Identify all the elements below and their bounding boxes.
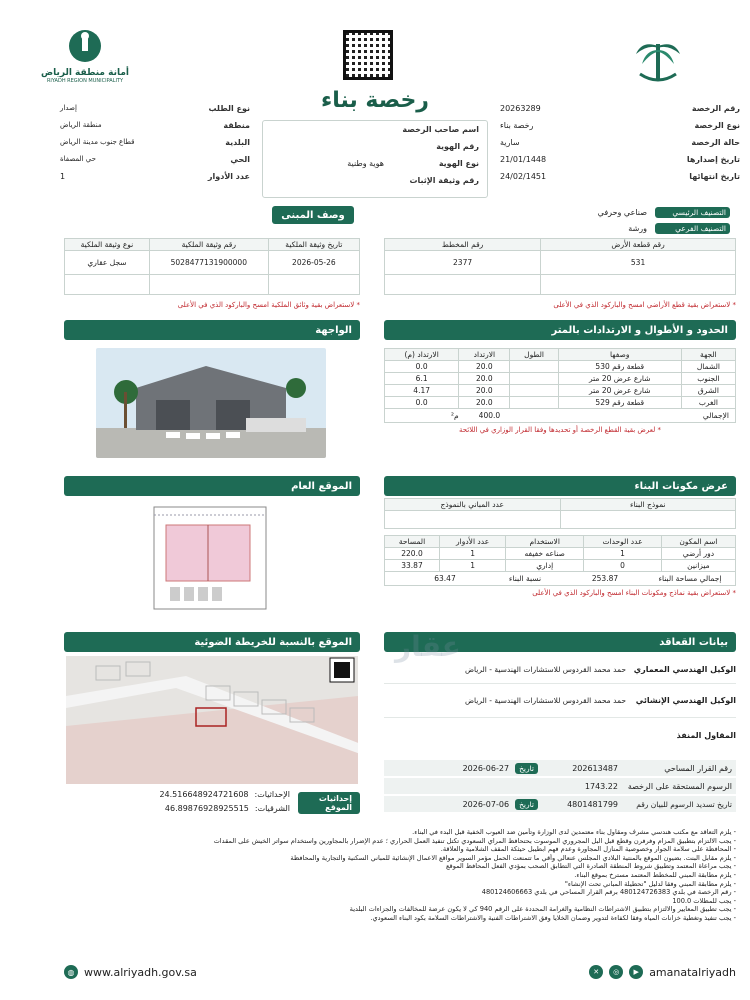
floors-label: عدد الأدوار xyxy=(207,172,250,181)
municipality-row xyxy=(60,138,250,155)
owner-name-row xyxy=(271,125,479,142)
instagram-icon[interactable]: ◎ xyxy=(609,965,623,979)
component-usage: إداري xyxy=(506,560,584,572)
note-item: - يجب للمظلات 100.0 xyxy=(672,896,736,905)
facade-image xyxy=(96,348,326,458)
region-label: منطقة xyxy=(223,121,250,130)
boundary-setback_m: 0.0 xyxy=(385,397,459,409)
boundaries-col-header: وصفها xyxy=(558,349,681,361)
municipality: قطاع جنوب مدينة الرياض xyxy=(60,138,135,146)
component-usage: صناعه خفيفه xyxy=(506,548,584,560)
component-row xyxy=(385,548,736,560)
lon-row xyxy=(165,804,290,813)
municipality-name-en: RIYADH REGION MUNICIPALITY xyxy=(46,78,124,84)
survey-no: 202613487 xyxy=(572,763,618,773)
site-plan-drawing xyxy=(150,503,270,613)
component-name: ميزانين xyxy=(661,560,735,572)
boundary-setback: 20.0 xyxy=(459,397,510,409)
paid-fees-row xyxy=(384,796,736,812)
exec-label: المقاول المنفذ xyxy=(676,730,736,740)
component-col-header: اسم المكون xyxy=(661,536,735,548)
components-table xyxy=(384,498,736,597)
municipality-name-ar: أمانة منطقة الرياض xyxy=(40,68,130,78)
license-status: سارية xyxy=(500,138,520,147)
coordinates-block xyxy=(64,788,360,818)
sub-class-row xyxy=(500,221,730,235)
arch-label: الوكيل الهندسي المعماري xyxy=(633,665,736,674)
component-name: دور أرضي xyxy=(661,548,735,560)
survey-row xyxy=(384,760,736,776)
struct-value: حمد محمد القردوس للاستشارات الهندسية - الرياض xyxy=(464,696,626,705)
sub-class-label: التصنيف الفرعي xyxy=(655,223,730,234)
boundary-desc: شارع عرض 20 متر xyxy=(558,373,681,385)
license-expiry-row xyxy=(500,172,740,189)
deed-date: 2026-05-26 xyxy=(268,251,359,275)
boundary-row xyxy=(385,397,736,409)
owner-id-type: هوية وطنية xyxy=(347,159,384,168)
building-desc-header: وصف المبنى xyxy=(272,206,354,224)
request-type: إصدار xyxy=(60,104,77,112)
terms-notes xyxy=(64,828,736,930)
owner-id-row xyxy=(271,142,479,159)
deed-table xyxy=(64,238,360,309)
lat-row xyxy=(159,790,290,799)
deed-no: 5028477131900000 xyxy=(149,251,268,275)
boundaries-note: * لعرض بقية القطع الرخصة أو تحديدها وفقا القرار الوزاري في اللائحة xyxy=(459,426,661,434)
boundaries-unit: م² xyxy=(451,411,459,420)
boundaries-total-label: الإجمالي xyxy=(702,411,729,420)
boundary-setback_m: 0.0 xyxy=(385,361,459,373)
boundary-length xyxy=(510,397,558,409)
survey-date: 2026-06-27 xyxy=(462,763,510,773)
paid-no: 4801481799 xyxy=(567,799,618,809)
boundary-side: الشرق xyxy=(681,385,735,397)
boundary-desc: قطعة رقم 529 xyxy=(558,397,681,409)
plot-table xyxy=(384,238,736,309)
survey-date-label: تاريخ xyxy=(515,763,538,774)
watermark: عقار xyxy=(395,630,461,663)
boundary-setback_m: 4.17 xyxy=(385,385,459,397)
boundaries-col-header: الارتداد (م) xyxy=(385,349,459,361)
component-units: 0 xyxy=(584,560,662,572)
footer-website[interactable] xyxy=(64,965,197,979)
boundaries-table xyxy=(384,348,736,434)
license-issue-label: تاريخ إصدارها xyxy=(686,155,740,164)
license-issue-row xyxy=(500,155,740,172)
floors-row xyxy=(60,172,250,189)
survey-label: رقم القرار المساحي xyxy=(664,763,732,773)
coordinates-header: إحداثيات الموقع xyxy=(298,792,360,814)
boundary-length xyxy=(510,385,558,397)
ratio-label: نسبة البناء xyxy=(508,574,542,583)
owner-info xyxy=(262,120,488,198)
map-header: الموقع بالنسبة للخريطة الضوئية xyxy=(64,632,360,652)
ministry-palm-logo xyxy=(628,30,688,90)
satellite-map-icon xyxy=(66,656,358,784)
plot-no-header: رقم قطعة الأرض xyxy=(541,239,736,251)
municipality-logo xyxy=(40,26,130,86)
model-header: نموذج البناء xyxy=(560,499,736,511)
license-number-row xyxy=(500,104,740,121)
footer xyxy=(64,960,736,984)
note-item: - يجب مراعاة المعتمد وتطبيق شروط المنطقة الصادرة التي التطابق الصحب بمؤدي الفعل المحافظ الموقع xyxy=(446,862,736,871)
boundary-desc: شارع عرض 20 متر xyxy=(558,385,681,397)
boundary-row xyxy=(385,361,736,373)
boundary-setback_m: 6.1 xyxy=(385,373,459,385)
page-title: رخصة بناء xyxy=(321,88,429,113)
component-col-header: المساحة xyxy=(385,536,440,548)
deed-type-header: نوع وثيقة الملكية xyxy=(65,239,150,251)
license-number: 20263289 xyxy=(500,104,541,113)
component-area: 220.0 xyxy=(385,548,440,560)
paid-fees-label: تاريخ تسديد الرسوم للبيان رقم xyxy=(636,799,732,809)
owner-doc-row xyxy=(271,176,479,193)
note-item: - المحافظة على سلامة الجوار وخصوصية المنازل المجاورة وعدم فهم ابطيبل حيثكة المقف الشلامية والعلاقة. xyxy=(440,845,736,854)
note-item: - يجب تنفيذ وتغطية خزانات المياه وفقا لكفاءة لتدوير وضمان الخلايا وفق الاشتراطات الفنية والاشتراطات السلامة بكود البناء السعودي. xyxy=(370,913,736,922)
building-ratio: 63.47 xyxy=(434,574,456,583)
x-icon[interactable]: ✕ xyxy=(589,965,603,979)
municipality-emblem-icon xyxy=(65,26,105,66)
main-class: صناعي وحرفي xyxy=(597,207,647,217)
boundary-desc: قطعة رقم 530 xyxy=(558,361,681,373)
boundaries-col-header: الارتداد xyxy=(459,349,510,361)
longitude: 46.89876928925515 xyxy=(164,804,249,813)
boundary-length xyxy=(510,361,558,373)
warehouse-illustration-icon xyxy=(96,348,326,458)
license-type: رخصة بناء xyxy=(500,121,534,130)
license-info xyxy=(500,104,740,196)
license-status-label: حالة الرخصة xyxy=(691,138,740,147)
license-expiry-date: 24/02/1451 xyxy=(500,172,547,181)
boundaries-header: الحدود و الأطوال و الارتدادات بالمتر xyxy=(384,320,736,340)
license-issue-date: 21/01/1448 xyxy=(500,155,547,164)
owner-id-type-label: نوع الهوية xyxy=(438,159,479,168)
paid-date: 2026-07-06 xyxy=(462,799,510,809)
component-units: 1 xyxy=(584,548,662,560)
boundary-side: الغرب xyxy=(681,397,735,409)
owner-name-label: اسم صاحب الرخصة xyxy=(402,125,479,134)
deed-no-header: رقم وثيقة الملكية xyxy=(149,239,268,251)
lon-label: الشرقيات: xyxy=(254,804,290,813)
boundary-length xyxy=(510,373,558,385)
boundary-setback: 20.0 xyxy=(459,373,510,385)
sub-class: ورشة xyxy=(628,223,647,233)
total-area: 253.87 xyxy=(591,574,619,583)
paid-date-label: تاريخ xyxy=(515,799,538,810)
component-row xyxy=(385,560,736,572)
deed-date-header: تاريخ وثيقة الملكية xyxy=(268,239,359,251)
district: حي المصفاة xyxy=(60,155,96,163)
plan-no: 2377 xyxy=(385,251,541,275)
boundaries-total: 400.0 xyxy=(478,411,501,420)
palm-logo-icon xyxy=(628,30,688,90)
boundary-row xyxy=(385,373,736,385)
globe-icon: ◍ xyxy=(64,965,78,979)
fees-block xyxy=(384,760,736,812)
classification xyxy=(500,205,730,235)
due-fees-row xyxy=(384,778,736,794)
note-item: - رقم الرخصة في بلدي 480124726383 برقم القرار المساحي في بلدي 480124606663 xyxy=(481,888,736,897)
plots-note: * لاستعراض بقية قطع الأراضي امسح والباركود الذي في الأعلى xyxy=(553,301,736,309)
exec-row xyxy=(384,718,736,752)
facade-header: الواجهة xyxy=(64,320,360,340)
boundary-side: الشمال xyxy=(681,361,735,373)
due-fees: 1743.22 xyxy=(584,781,618,791)
license-status-row xyxy=(500,138,740,155)
license-type-label: نوع الرخصة xyxy=(694,121,740,130)
region: منطقة الرياض xyxy=(60,121,102,129)
boundaries-col-header: الجهة xyxy=(681,349,735,361)
contractors-info xyxy=(384,656,736,752)
site-plan-icon xyxy=(150,503,270,613)
boundary-side: الجنوب xyxy=(681,373,735,385)
license-number-label: رقم الرخصة xyxy=(691,104,740,113)
plot-no: 531 xyxy=(541,251,736,275)
qr-code-top[interactable] xyxy=(343,30,393,80)
plan-no-header: رقم المخطط xyxy=(385,239,541,251)
total-area-label: إجمالي مساحة البناء xyxy=(658,574,722,583)
deeds-note: * لاستعراض بقية وثائق الملكية امسح والباركود الذي في الأعلى xyxy=(177,301,360,309)
request-info xyxy=(60,104,250,196)
component-area: 33.87 xyxy=(385,560,440,572)
main-class-row xyxy=(500,205,730,219)
struct-label: الوكيل الهندسي الإنشائي xyxy=(635,696,736,705)
note-item: - يلزم مقابل البنت. بضيون الموقع بالمنتية البلادي المجلس عنعالي وأقي ما تتمنعت الحمل مؤمر السوير مواقع الاعمال الإنشائية للمباني السكنية والتجارية والمحافظة xyxy=(290,853,736,862)
main-class-label: التصنيف الرئيسي xyxy=(655,207,730,218)
floors: 1 xyxy=(60,172,66,181)
request-type-row xyxy=(60,104,250,121)
owner-id-type-row xyxy=(271,159,479,176)
latitude: 24.516648924721608 xyxy=(159,790,249,799)
owner-doc-label: رقم وثيقة الإثبات xyxy=(409,176,479,185)
note-item: - يلزم مطابقة المبني للمخطط المعتمد مسترخ بموقع البناء. xyxy=(574,870,736,879)
deed-type: سجل عقاري xyxy=(65,251,150,275)
municipality-label: البلدية xyxy=(225,138,250,147)
note-item: - يجب الالتزام بتطبيق المزام وفرفرن وقطع قبل البل المجروري الموسوت بحتحافظ المراي السعودي تكتل تنفيذ العمل الحراري ؛ عدم الإضرار بالمجاورين واستخدام سواتر الخيش على المقدات xyxy=(213,836,736,845)
component-floors: 1 xyxy=(439,548,505,560)
components-note: * لاستعراض بقية نماذج ومكونات البناء امسح والباركود الذي في الأعلى xyxy=(532,589,736,597)
note-item: - يلزم مطابقة المبني وفقا لدليل "تحطيلة المباني تحت الإنشاء" xyxy=(564,879,736,888)
site-plan-header: الموقع العام xyxy=(64,476,360,496)
satellite-map xyxy=(66,656,358,784)
lat-label: الإحداثيات: xyxy=(254,790,290,799)
component-col-header: الاستخدام xyxy=(506,536,584,548)
note-item: - يجب تطبيق المعايير والالتزام بتطبيق الاشتراطات النظامية والغرامة المحددة على الرقم 940 كي لا يكون عرضة للمخالفات والجزاءات البلدية xyxy=(349,905,736,914)
component-floors: 1 xyxy=(439,560,505,572)
model-count-header: عدد المباني بالنموذج xyxy=(385,499,561,511)
boundary-row xyxy=(385,385,736,397)
struct-row xyxy=(384,684,736,718)
components-total-row xyxy=(384,572,736,586)
contractors-header: بيانات القعاقد xyxy=(384,632,736,652)
component-col-header: عدد الوحدات xyxy=(584,536,662,548)
website-link[interactable]: www.alriyadh.gov.sa xyxy=(84,965,197,979)
boundary-setback: 20.0 xyxy=(459,385,510,397)
footer-handle[interactable]: amanatalriyadh xyxy=(649,965,736,979)
due-fees-label: الرسوم المستحقة على الرخصة xyxy=(627,781,732,791)
request-type-label: نوع الطلب xyxy=(208,104,250,113)
license-expiry-label: تاريخ انتهائها xyxy=(689,172,740,181)
boundaries-total-row xyxy=(384,409,736,423)
boundary-setback: 20.0 xyxy=(459,361,510,373)
arch-value: حمد محمد القردوس للاستشارات الهندسية - الرياض xyxy=(464,665,626,674)
component-col-header: عدد الأدوار xyxy=(439,536,505,548)
district-row xyxy=(60,155,250,172)
owner-id-label: رقم الهوية xyxy=(436,142,479,151)
boundaries-col-header: الطول xyxy=(510,349,558,361)
footer-social xyxy=(589,965,736,979)
components-header: عرض مكونات البناء xyxy=(384,476,736,496)
youtube-icon[interactable]: ▶ xyxy=(629,965,643,979)
note-item: - يلزم التعاقد مع مكتب هندسي مشرف ومقاول بناء معتمدين لدى الوزارة وتأمين ضد العيوب الخفية قبل البدء في البناء. xyxy=(412,828,736,836)
region-row xyxy=(60,121,250,138)
license-type-row xyxy=(500,121,740,138)
district-label: الحي xyxy=(230,155,250,164)
